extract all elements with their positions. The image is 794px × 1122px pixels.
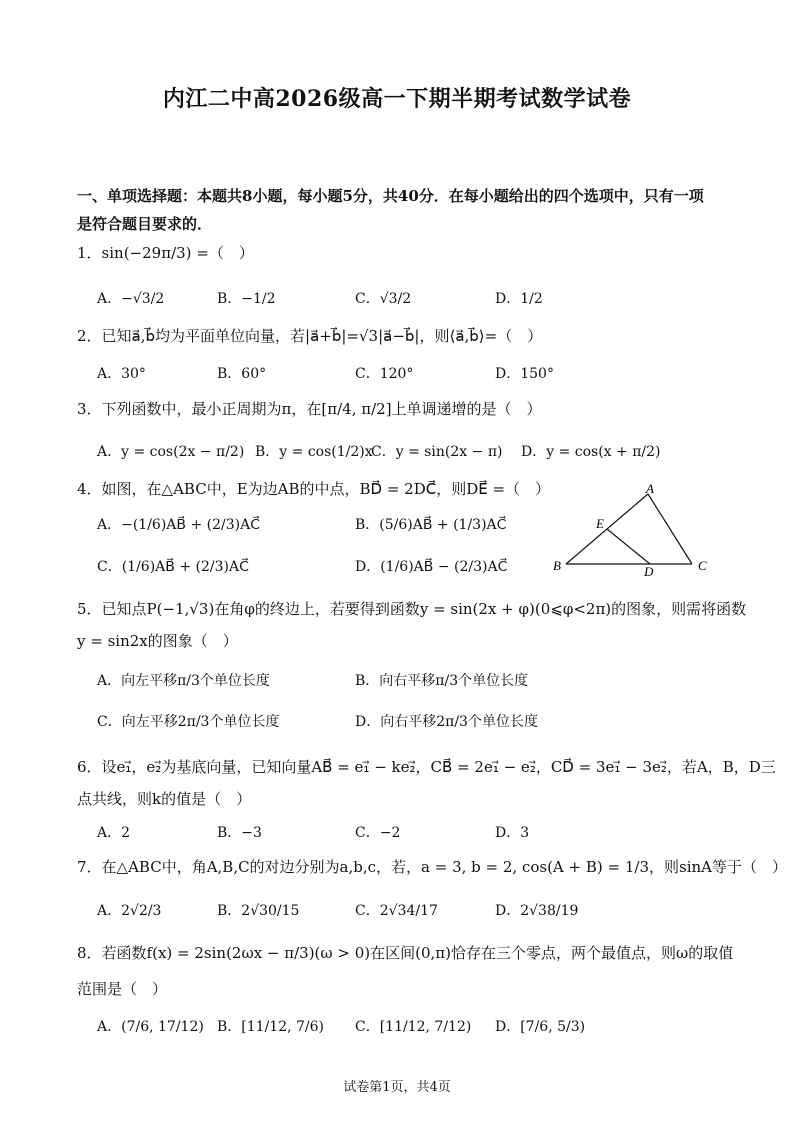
option: B．−3 [217,825,262,841]
option: C．y = sin(2x − π) [371,444,503,460]
option: B．(5/6)AB⃗ + (1/3)AC⃗ [355,517,507,533]
option: D．向右平移2π/3个单位长度 [355,714,538,730]
option: B．2√30/15 [217,903,300,919]
option: B．−1/2 [217,291,276,307]
figure-label-c: C [698,558,707,573]
option: C．√3/2 [355,291,412,307]
figure-label-b: B [553,558,561,573]
option: D．y = cos(x + π/2) [521,444,661,460]
question-7-stem: 7．在△ABC中，角A,B,C的对边分别为a,b,c，若，a = 3, b = 2, cos(A + B) = 1/3，则sinA等于（ ） [77,858,787,876]
page-footer: 试卷第1页，共4页 [343,1080,451,1095]
option: C．向左平移2π/3个单位长度 [97,714,280,730]
page-title: 内江二中高2026级高一下期半期考试数学试卷 [162,86,632,112]
option: B．向右平移π/3个单位长度 [355,673,529,689]
option: C．120° [355,366,414,382]
option: C．−2 [355,825,401,841]
option: A．y = cos(2x − π/2) [97,444,245,460]
option: D．3 [495,825,530,841]
question-4-stem: 4．如图，在△ABC中，E为边AB的中点，BD⃗ = 2DC⃗，则DE⃗ =（ ） [77,480,551,498]
option: B．60° [217,366,267,382]
question-5-stem: 5．已知点P(−1,√3)在角φ的终边上，若要得到函数y = sin(2x + φ)(0⩽φ<2π)的图象，则需将函数 [77,600,747,618]
option: D．2√38/19 [495,903,579,919]
question-2-stem: 2．已知a⃗,b⃗均为平面单位向量，若|a⃗+b⃗|=√3|a⃗−b⃗|，则⟨a⃗,b⃗⟩=（ ） [77,327,543,345]
question-6-stem: 6．设e₁⃗，e₂⃗为基底向量，已知向量AB⃗ = e₁⃗ − ke₂⃗，CB⃗ = 2e₁⃗ − e₂⃗，CD⃗ = 3e₁⃗ − 3e₂⃗，若A，B，D三 [77,758,776,776]
option: A．(7/6, 17/12) [97,1019,204,1035]
question-1-stem: 1．sin(−29π/3) =（ ） [77,244,254,262]
option: A．−√3/2 [97,291,165,307]
option: B．y = cos(1/2)x [255,444,373,460]
question-3-stem: 3．下列函数中，最小正周期为π，在[π/4, π/2]上单调递增的是（ ） [77,400,542,418]
option: D．[7/6, 5/3) [495,1019,586,1035]
option: C．2√34/17 [355,903,438,919]
option: A．−(1/6)AB⃗ + (2/3)AC⃗ [97,517,260,533]
option: A．2 [97,825,131,841]
option: D．(1/6)AB⃗ − (2/3)AC⃗ [355,559,508,575]
option: C．[11/12, 7/12) [355,1019,472,1035]
question-8-stem-cont: 范围是（ ） [77,980,168,998]
question-5-stem-cont: y = sin2x的图象（ ） [77,632,238,650]
option: A．向左平移π/3个单位长度 [97,673,270,689]
option: D．1/2 [495,291,543,307]
option: D．150° [495,366,554,382]
question-6-stem-cont: 点共线，则k的值是（ ） [77,790,252,808]
option: A．2√2/3 [97,903,162,919]
figure-label-a: A [646,484,654,496]
triangle-figure [552,484,722,576]
option: C．(1/6)AB⃗ + (2/3)AC⃗ [97,559,249,575]
question-8-stem: 8．若函数f(x) = 2sin(2ωx − π/3)(ω > 0)在区间(0,π)恰存在三个零点，两个最值点，则ω的取值 [77,944,734,962]
figure-label-e: E [596,516,604,531]
section-heading: 一、单项选择题：本题共8小题，每小题5分，共40分．在每小题给出的四个选项中，只有一项是符合题目要求的． [77,187,704,233]
option: B．[11/12, 7/6) [217,1019,324,1035]
figure-label-d: D [644,564,654,576]
option: A．30° [97,366,146,382]
